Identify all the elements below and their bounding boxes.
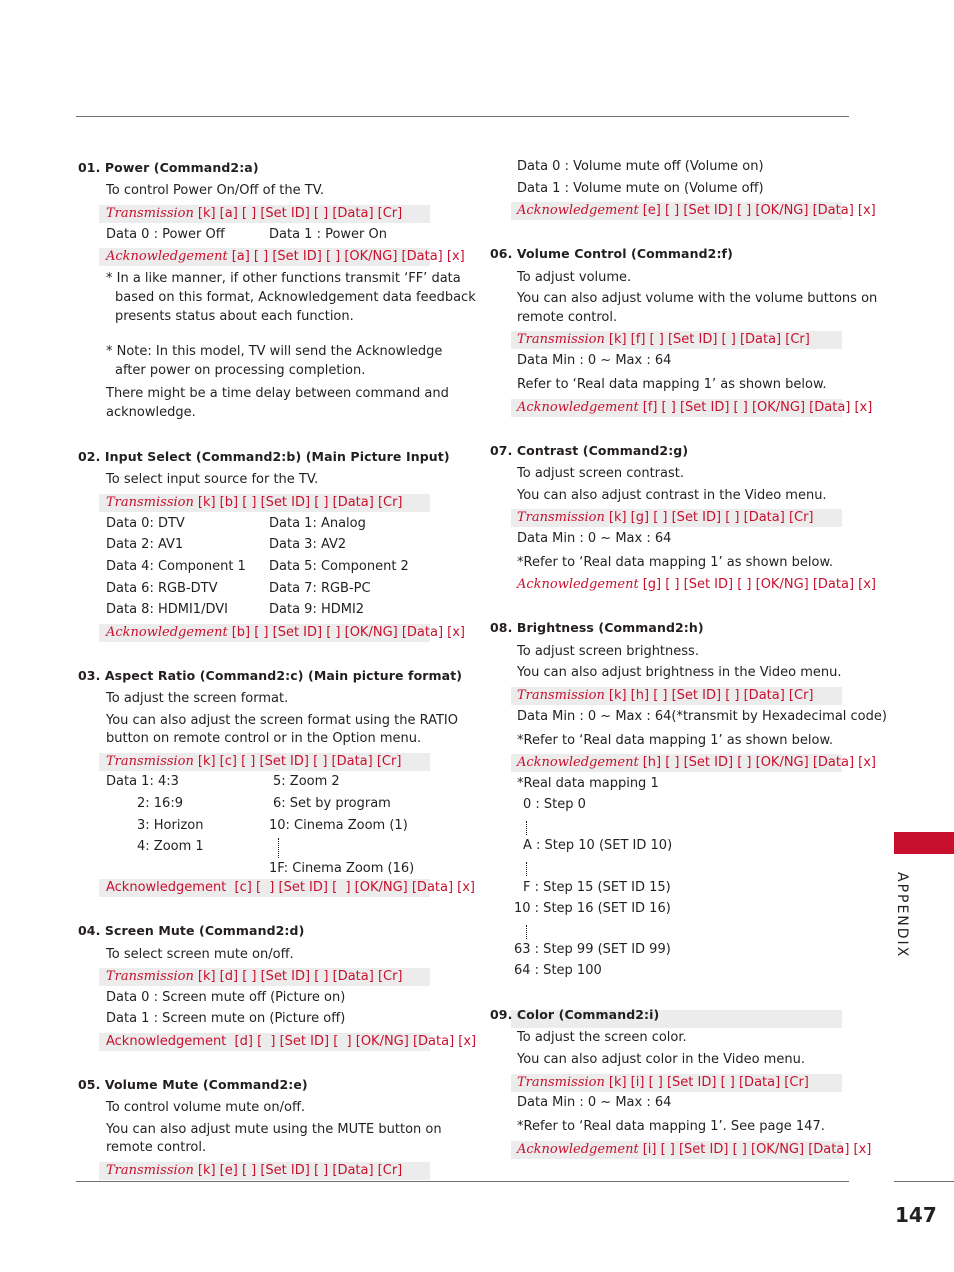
acknowledgement-format: Acknowledgement [i] [ ] [Set ID] [ ] [OK/NG] [Data] [x] [517, 1142, 872, 1157]
acknowledgement-format: Acknowledgement [e] [ ] [Set ID] [ ] [OK/NG] [Data] [x] [517, 203, 876, 218]
acknowledgement-format: Acknowledgement [b] [ ] [Set ID] [ ] [OK/NG] [Data] [x] [106, 625, 465, 640]
ellipsis-dots [278, 838, 279, 858]
mapping-entry: 63 : Step 99 (SET ID 99) [514, 942, 671, 957]
transmission-format: Transmission [k] [i] [ ] [Set ID] [ ] [Data] [Cr] [517, 1075, 809, 1090]
data-range: Data Min : 0 ~ Max : 64(*transmit by Hexadecimal code) [517, 709, 887, 724]
data-value: Data 4: Component 1 [106, 559, 246, 574]
ellipsis-dots [526, 821, 527, 835]
data-value: Data 0 : Power Off [106, 227, 225, 242]
acknowledgement-format: Acknowledgement [a] [ ] [Set ID] [ ] [OK/NG] [Data] [x] [106, 249, 465, 264]
section-heading: 05. Volume Mute (Command2:e) [78, 1077, 308, 1092]
bottom-rule [76, 1181, 849, 1182]
section-desc: To control Power On/Off of the TV. [106, 183, 325, 198]
acknowledgement-format: Acknowledgement [c] [ ] [Set ID] [ ] [OK/NG] [Data] [x] [106, 880, 476, 895]
data-value: Data 3: AV2 [269, 537, 347, 552]
section-desc: You can also adjust the screen format using the RATIO [106, 713, 458, 728]
section-desc: To control volume mute on/off. [106, 1100, 306, 1115]
data-value: 3: Horizon [137, 818, 204, 833]
transmission-format: Transmission [k] [c] [ ] [Set ID] [ ] [Data] [Cr] [106, 754, 402, 769]
mapping-reference: *Refer to ‘Real data mapping 1’. See page 147. [517, 1119, 825, 1134]
data-value: Data 0 : Screen mute off (Picture on) [106, 990, 346, 1005]
data-value: Data 6: RGB-DTV [106, 581, 218, 596]
mapping-entry: A : Step 10 (SET ID 10) [523, 838, 673, 853]
transmission-format: Transmission [k] [f] [ ] [Set ID] [ ] [Data] [Cr] [517, 332, 810, 347]
transmission-format: Transmission [k] [b] [ ] [Set ID] [ ] [Data] [Cr] [106, 495, 403, 510]
page-number: 147 [895, 1203, 937, 1227]
section-desc: To adjust volume. [517, 270, 632, 285]
note-text: acknowledge. [106, 405, 196, 420]
section-desc: button on remote control or in the Option menu. [106, 731, 422, 746]
data-value: Data 8: HDMI1/DVI [106, 602, 228, 617]
note-text: based on this format, Acknowledgement data feedback [115, 290, 476, 305]
transmission-format: Transmission [k] [g] [ ] [Set ID] [ ] [Data] [Cr] [517, 510, 814, 525]
ellipsis-dots [526, 862, 527, 876]
mapping-reference: *Refer to ‘Real data mapping 1’ as shown below. [517, 555, 834, 570]
data-value: Data 5: Component 2 [269, 559, 409, 574]
section-desc: remote control. [106, 1140, 207, 1155]
note-text: There might be a time delay between command and [106, 386, 449, 401]
acknowledgement-format: Acknowledgement [d] [ ] [Set ID] [ ] [OK/NG] [Data] [x] [106, 1034, 477, 1049]
section-heading: 03. Aspect Ratio (Command2:c) (Main picture format) [78, 668, 463, 683]
section-heading: 07. Contrast (Command2:g) [490, 443, 689, 458]
top-rule [76, 116, 849, 117]
data-value: 1F: Cinema Zoom (16) [269, 861, 415, 876]
data-range: Data Min : 0 ~ Max : 64 [517, 353, 672, 368]
mapping-entry: 10 : Step 16 (SET ID 16) [514, 901, 671, 916]
mapping-entry: F : Step 15 (SET ID 15) [523, 880, 671, 895]
appendix-label: APPENDIX [894, 872, 910, 959]
mapping-reference: *Refer to ‘Real data mapping 1’ as shown below. [517, 733, 834, 748]
mapping-entry: 64 : Step 100 [514, 963, 602, 978]
note-text: presents status about each function. [115, 309, 354, 324]
acknowledgement-format: Acknowledgement [g] [ ] [Set ID] [ ] [OK/NG] [Data] [x] [517, 577, 876, 592]
data-range: Data Min : 0 ~ Max : 64 [517, 531, 672, 546]
section-desc: You can also adjust volume with the volume buttons on [517, 291, 878, 306]
data-value: Data 1: Analog [269, 516, 366, 531]
data-value: Data 0 : Volume mute off (Volume on) [517, 159, 764, 174]
acknowledgement-format: Acknowledgement [h] [ ] [Set ID] [ ] [OK/NG] [Data] [x] [517, 755, 876, 770]
section-desc: You can also adjust color in the Video menu. [517, 1052, 805, 1067]
data-value: Data 1 : Volume mute on (Volume off) [517, 181, 764, 196]
mapping-entry: 0 : Step 0 [523, 797, 586, 812]
data-value: 4: Zoom 1 [137, 839, 204, 854]
section-desc: To adjust the screen color. [517, 1030, 687, 1045]
section-heading: 02. Input Select (Command2:b) (Main Picture Input) [78, 449, 450, 464]
section-desc: To select screen mute on/off. [106, 947, 294, 962]
page-number-rule [894, 1181, 954, 1182]
transmission-format: Transmission [k] [h] [ ] [Set ID] [ ] [Data] [Cr] [517, 688, 814, 703]
section-heading: 04. Screen Mute (Command2:d) [78, 923, 305, 938]
transmission-format: Transmission [k] [d] [ ] [Set ID] [ ] [Data] [Cr] [106, 969, 403, 984]
data-value: 10: Cinema Zoom (1) [269, 818, 408, 833]
section-desc: remote control. [517, 310, 618, 325]
section-heading: 01. Power (Command2:a) [78, 160, 259, 175]
note-text: * In a like manner, if other functions transmit ‘FF’ data [106, 271, 461, 286]
section-desc: To select input source for the TV. [106, 472, 319, 487]
transmission-format: Transmission [k] [e] [ ] [Set ID] [ ] [Data] [Cr] [106, 1163, 403, 1178]
section-desc: You can also adjust brightness in the Video menu. [517, 665, 842, 680]
data-value: 5: Zoom 2 [273, 774, 340, 789]
section-desc: You can also adjust contrast in the Video menu. [517, 488, 827, 503]
data-value: Data 9: HDMI2 [269, 602, 365, 617]
note-text: * Note: In this model, TV will send the Acknowledge [106, 344, 443, 359]
data-value: 2: 16:9 [137, 796, 183, 811]
data-value: Data 1: 4:3 [106, 774, 179, 789]
data-value: Data 1 : Power On [269, 227, 387, 242]
section-desc: To adjust the screen format. [106, 691, 289, 706]
data-value: Data 0: DTV [106, 516, 185, 531]
section-desc: To adjust screen contrast. [517, 466, 684, 481]
data-value: 6: Set by program [273, 796, 391, 811]
transmission-format: Transmission [k] [a] [ ] [Set ID] [ ] [Data] [Cr] [106, 206, 403, 221]
mapping-title: *Real data mapping 1 [517, 776, 659, 791]
appendix-tab-marker [894, 832, 954, 854]
section-heading: 06. Volume Control (Command2:f) [490, 246, 733, 261]
section-desc: You can also adjust mute using the MUTE button on [106, 1122, 442, 1137]
data-range: Data Min : 0 ~ Max : 64 [517, 1095, 672, 1110]
data-value: Data 1 : Screen mute on (Picture off) [106, 1011, 346, 1026]
data-value: Data 7: RGB-PC [269, 581, 371, 596]
section-heading: 08. Brightness (Command2:h) [490, 620, 704, 635]
data-value: Data 2: AV1 [106, 537, 184, 552]
note-text: after power on processing completion. [115, 363, 366, 378]
ellipsis-dots [526, 925, 527, 939]
section-heading: 09. Color (Command2:i) [490, 1007, 660, 1022]
acknowledgement-format: Acknowledgement [f] [ ] [Set ID] [ ] [OK/NG] [Data] [x] [517, 400, 873, 415]
section-desc: To adjust screen brightness. [517, 644, 699, 659]
mapping-reference: Refer to ‘Real data mapping 1’ as shown below. [517, 377, 827, 392]
